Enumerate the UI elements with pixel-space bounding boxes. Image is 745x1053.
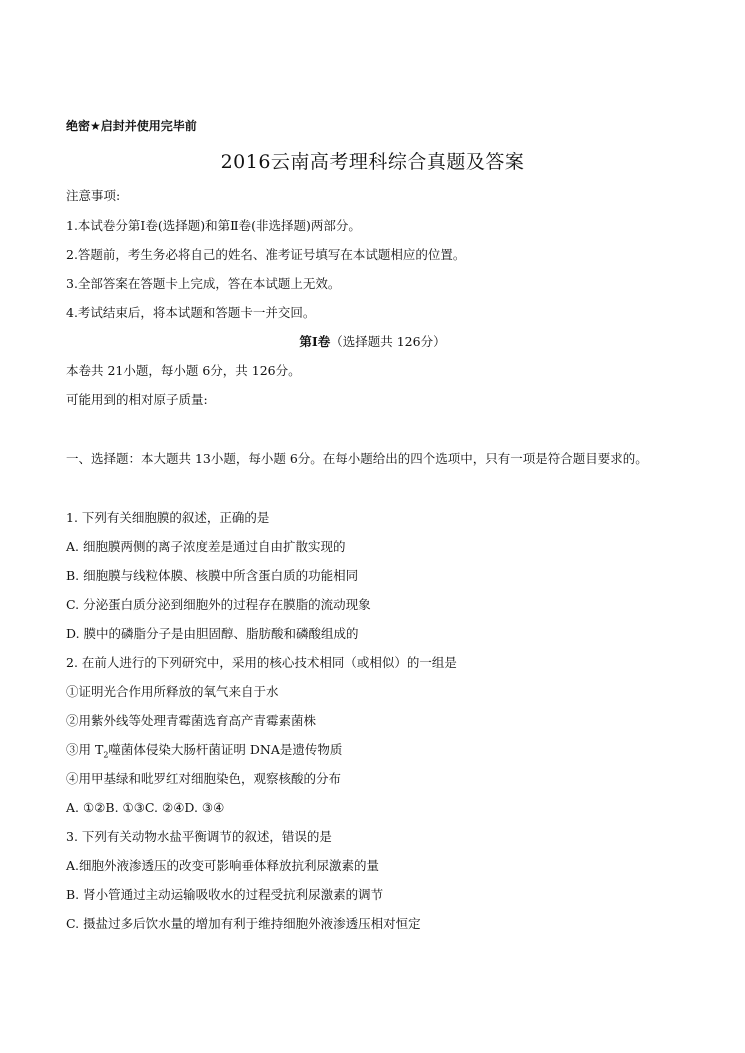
question-2-item-2: ②用紫外线等处理青霉菌选育高产青霉素菌株	[66, 713, 317, 728]
question-1-option-d: D. 膜中的磷脂分子是由胆固醇、脂肪酸和磷酸组成的	[66, 626, 359, 641]
question-1-option-a: A. 细胞膜两侧的离子浓度差是通过自由扩散实现的	[66, 539, 346, 554]
question-2-item-3	[66, 742, 342, 758]
question-1-option-b: B. 细胞膜与线粒体膜、核膜中所含蛋白质的功能相同	[66, 568, 359, 583]
q2-item3-sub: 2	[103, 750, 109, 760]
section1-instruction: 一、选择题：本大题共 13小题，每小题 6分。在每小题给出的四个选项中，只有一项是符合题目要求的。	[66, 451, 648, 466]
note-item: 2.答题前，考生务必将自己的姓名、准考证号填写在本试题相应的位置。	[66, 247, 466, 262]
question-2-item-4: ④用甲基绿和吡罗红对细胞染色，观察核酸的分布	[66, 771, 342, 786]
notes-heading: 注意事项:	[66, 188, 121, 203]
q2-item3-post: 噬菌体侵染大肠杆菌证明 DNA是遗传物质	[108, 742, 343, 757]
question-2-options: A. ①②B. ①③C. ②④D. ③④	[66, 800, 225, 815]
part1-heading-bold: 第Ⅰ卷	[299, 334, 331, 349]
atomic-mass-label: 可能用到的相对原子质量:	[66, 392, 208, 407]
question-3-option-a: A.细胞外液渗透压的改变可影响垂体释放抗利尿激素的量	[66, 858, 380, 873]
part1-heading-rest: （选择题共 126分）	[330, 334, 446, 349]
part1-desc: 本卷共 21小题，每小题 6分，共 126分。	[66, 363, 301, 378]
question-2-stem: 2. 在前人进行的下列研究中，采用的核心技术相同（或相似）的一组是	[66, 655, 457, 670]
part1-heading	[0, 334, 745, 350]
secret-label: 绝密★启封并使用完毕前	[66, 119, 197, 133]
question-1-option-c: C. 分泌蛋白质分泌到细胞外的过程存在膜脂的流动现象	[66, 597, 371, 612]
question-3-stem: 3. 下列有关动物水盐平衡调节的叙述，错误的是	[66, 829, 332, 844]
question-2-item-1: ①证明光合作用所释放的氧气来自于水	[66, 684, 279, 699]
note-item: 3.全部答案在答题卡上完成，答在本试题上无效。	[66, 276, 341, 291]
question-1-stem: 1. 下列有关细胞膜的叙述，正确的是	[66, 510, 270, 525]
question-3-option-c: C. 摄盐过多后饮水量的增加有利于维持细胞外液渗透压相对恒定	[66, 916, 421, 931]
q2-item3-pre: ③用 T	[66, 742, 104, 757]
page-title: 2016云南高考理科综合真题及答案	[220, 151, 525, 173]
note-item: 1.本试卷分第Ⅰ卷(选择题)和第Ⅱ卷(非选择题)两部分。	[66, 218, 361, 233]
note-item: 4.考试结束后，将本试题和答题卡一并交回。	[66, 305, 316, 320]
question-3-option-b: B. 肾小管通过主动运输吸收水的过程受抗利尿激素的调节	[66, 887, 384, 902]
